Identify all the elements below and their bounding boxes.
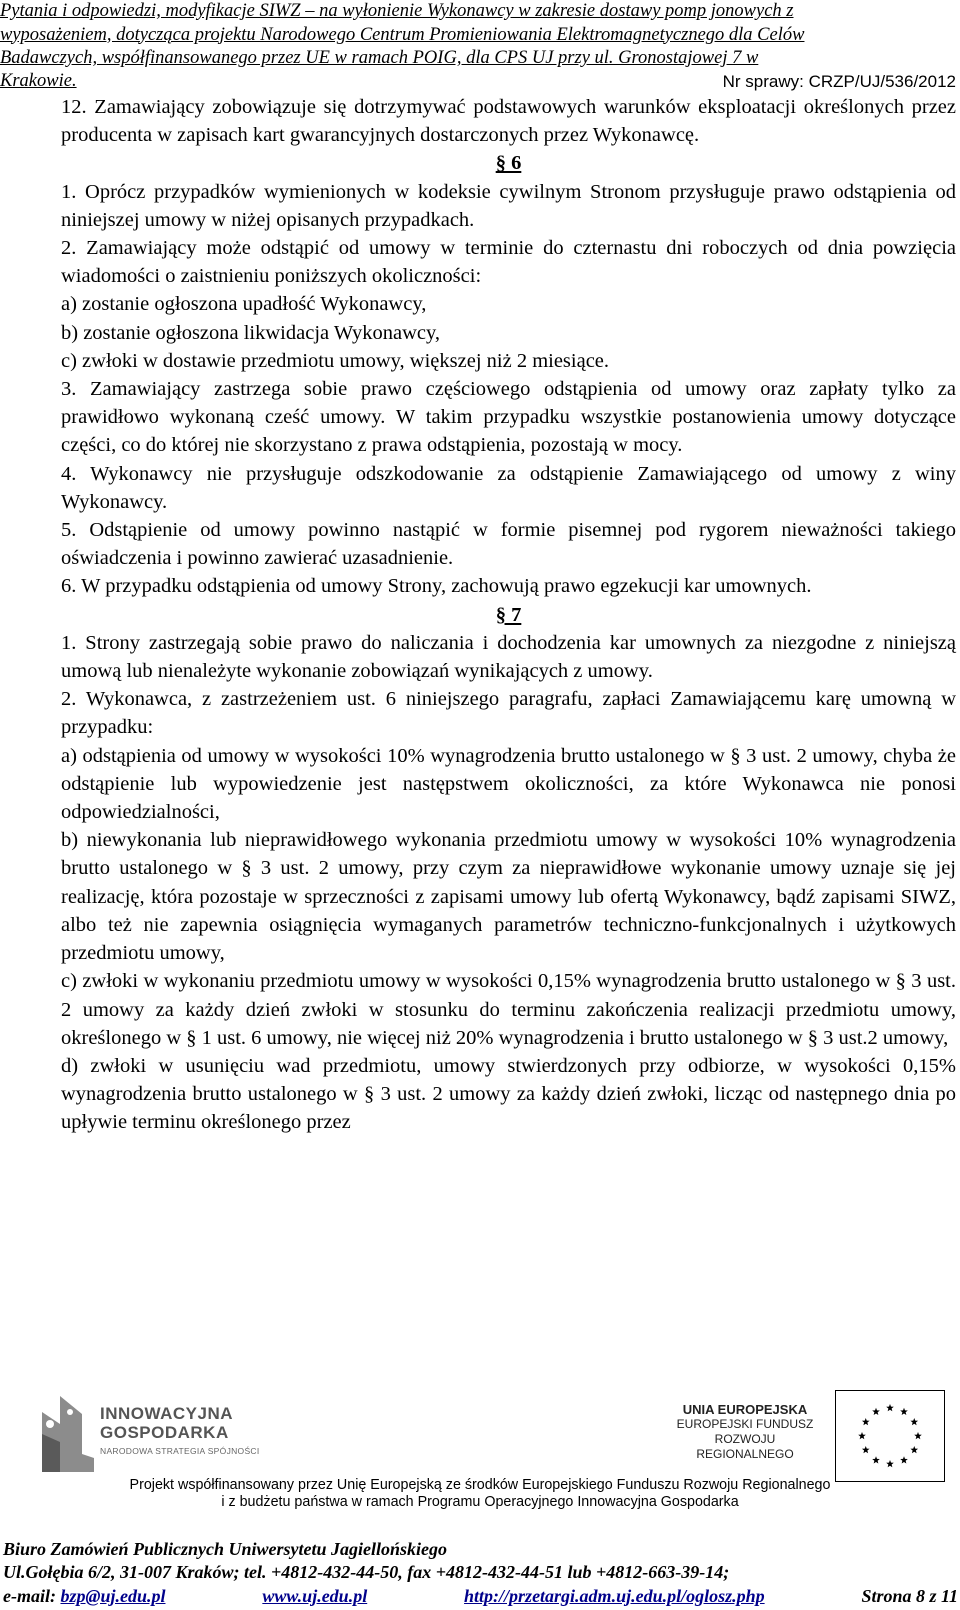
paragraph: d) zwłoki w usunięciu wad przedmiotu, umowy stwierdzonych przy odbiorze, w wysokości 0,15% wynagrodzenia brutto ustalonego w § 3 ust. 2 umowy za każdy dzień zwłoki, licząc od następnego dnia po upływie terminu określonego przez xyxy=(61,1054,956,1134)
ig-emblem-icon xyxy=(38,1394,98,1474)
paragraph: 2. Wykonawca, z zastrzeżeniem ust. 6 niniejszego paragrafu, zapłaci Zamawiającemu karę umowną w przypadku: xyxy=(61,688,956,739)
eu-star-icon xyxy=(910,1446,918,1453)
innowacyjna-gospodarka-logo xyxy=(38,1394,338,1480)
paragraph: c) zwłoki w wykonaniu przedmiotu umowy w wysokości 0,15% wynagrodzenia brutto ustalonego w § 3 ust. 2 umowy za każdy dzień zwłoki w stosunku do terminu zakończenia realizacji przedmiotu umowy, określonego w § 1 ust. 6 umowy, nie więcej niż 20% wynagrodzenia i brutto ustalonego w § 3 ust.2 umowy, xyxy=(61,970,956,1049)
document-body xyxy=(61,93,956,1137)
eu-star-icon xyxy=(872,1456,880,1463)
header-line-4: Krakowie. xyxy=(0,71,77,91)
section-heading: § 6 xyxy=(495,152,522,175)
section-heading: § 7 xyxy=(495,603,522,626)
ig-name-line-2: GOSPODARKA xyxy=(100,1423,229,1442)
footer-address: Ul.Gołębia 6/2, 31-007 Kraków; tel. +4812-432-44-50, fax +4812-432-44-51 lub +4812-663-39-14; xyxy=(3,1562,730,1583)
eu-logo xyxy=(665,1390,955,1482)
eu-star-icon xyxy=(900,1408,908,1415)
paragraph: c) zwłoki w dostawie przedmiotu umowy, większej niż 2 miesiące. xyxy=(61,349,610,372)
eu-star-icon xyxy=(862,1418,870,1425)
paragraph: 1. Strony zastrzegają sobie prawo do naliczania i dochodzenia kar umownych za niezgodne z niniejszą umową lub nienależyte wykonanie zobowiązań wynikających z umowy. xyxy=(61,631,956,683)
project-note-line-1: Projekt współfinansowany przez Unię Europejską ze środków Europejskiego Funduszu Rozwoju Regionalnego xyxy=(129,1477,831,1493)
header-line-1: Pytania i odpowiedzi, modyfikacje SIWZ – na wyłonienie Wykonawcy w zakresie dostawy pomp jonowych z xyxy=(0,1,794,21)
footer-email-group xyxy=(3,1585,165,1608)
paragraph: 2. Zamawiający może odstąpić od umowy w terminie do czternastu dni roboczych od dnia powzięcia wiadomości o zaistnieniu poniższych okoliczności: xyxy=(61,237,956,288)
tender-link[interactable]: http://przetargi.adm.uj.edu.pl/oglosz.php xyxy=(464,1585,765,1606)
eu-star-icon xyxy=(862,1446,870,1453)
eu-star-icon xyxy=(858,1432,866,1439)
page-footer xyxy=(3,1538,958,1608)
paragraph: 5. Odstąpienie od umowy powinno nastąpić w formie pisemnej pod rygorem nieważności takiego oświadczenia i powinno zawierać uzasadnienie. xyxy=(61,519,956,570)
paragraph: a) zostanie ogłoszona upadłość Wykonawcy, xyxy=(61,293,427,316)
header-line-3: Badawczych, współfinansowanego przez UE w ramach POIG, dla CPS UJ przy ul. Gronostajowej 7 w xyxy=(0,48,759,68)
ig-subtitle: NARODOWA STRATEGIA SPÓJNOŚCI xyxy=(100,1446,260,1456)
eu-star-icon xyxy=(886,1460,894,1467)
logo-strip xyxy=(0,1390,960,1485)
eu-line-2: EUROPEJSKI FUNDUSZ xyxy=(676,1417,814,1431)
project-note xyxy=(0,1477,960,1510)
ig-name-line-1: INNOWACYJNA xyxy=(100,1404,234,1423)
paragraph: b) zostanie ogłoszona likwidacja Wykonawcy, xyxy=(61,321,441,344)
paragraph: 6. W przypadku odstąpienia od umowy Strony, zachowują prawo egzekucji kar umownych. xyxy=(61,575,812,598)
email-label: e-mail: xyxy=(3,1585,56,1606)
footer-contact xyxy=(3,1585,958,1608)
eu-title: UNIA EUROPEJSKA xyxy=(682,1402,808,1417)
eu-text xyxy=(665,1402,825,1462)
eu-star-icon xyxy=(900,1456,908,1463)
paragraph: 1. Oprócz przypadków wymienionych w kodeksie cywilnym Stronom przysługuje prawo odstąpienia od niniejszej umowy w niżej opisanych przypadkach. xyxy=(61,180,956,231)
eu-star-icon xyxy=(914,1432,922,1439)
footer-office: Biuro Zamówień Publicznych Uniwersytetu Jagiellońskiego xyxy=(3,1539,448,1559)
eu-flag-icon xyxy=(835,1390,945,1482)
ig-name xyxy=(100,1404,233,1442)
page-number: Strona 8 z 11 xyxy=(861,1585,958,1606)
paragraph: b) niewykonania lub nieprawidłowego wykonania przedmiotu umowy w wysokości 10% wynagrodzenia brutto ustalonego w § 3 ust. 2 umowy, przy czym za nieprawidłowe wykonanie umowy uznaje się jej realizację, która pozostaje w sprzeczności z zapisami umowy lub ofertą Wykonawcy, bądź zapisami SIWZ, albo też nie zapewnia osiągnięcia wymaganych parametrów techniczno-funkcjonalnych i użytkowych przedmiotu umowy, xyxy=(61,829,956,965)
eu-star-icon xyxy=(872,1408,880,1415)
project-note-line-2: i z budżetu państwa w ramach Programu Operacyjnego Innowacyjna Gospodarka xyxy=(221,1493,739,1510)
email-link[interactable]: bzp@uj.edu.pl xyxy=(60,1585,166,1606)
paragraph: 3. Zamawiający zastrzega sobie prawo częściowego odstąpienia od umowy oraz zapłaty tylko za prawidłowo wykonaną cześć umowy. W takim przypadku wszystkie postanowienia umowy dotyczące części, co do której nie skorzystano z prawa odstąpienia, pozostają w mocy. xyxy=(61,378,956,457)
website-link[interactable]: www.uj.edu.pl xyxy=(262,1585,368,1606)
eu-star-icon xyxy=(886,1404,894,1411)
paragraph: 4. Wykonawcy nie przysługuje odszkodowanie za odstąpienie Zamawiającego od umowy z winy Wykonawcy. xyxy=(61,462,956,513)
eu-star-icon xyxy=(910,1418,918,1425)
header-line-2: wyposażeniem, dotycząca projektu Narodowego Centrum Promieniowania Elektromagnetycznego dla Celów xyxy=(0,24,805,45)
case-number: Nr sprawy: CRZP/UJ/536/2012 xyxy=(722,72,956,91)
paragraph: 12. Zamawiający zobowiązuje się dotrzymywać podstawowych warunków eksploatacji określonych przez producenta w zapisach kart gwarancyjnych dostarczonych przez Wykonawcę. xyxy=(61,96,956,147)
paragraph: a) odstąpienia od umowy w wysokości 10% wynagrodzenia brutto ustalonego w § 3 ust. 2 umowy, chyba że odstąpienie lub wypowiedzenie jest następstwem okoliczności, za które Wykonawca nie ponosi odpowiedzialności, xyxy=(61,744,956,824)
eu-line-3: ROZWOJU REGIONALNEGO xyxy=(696,1432,794,1461)
eu-stars-icon xyxy=(836,1391,944,1481)
